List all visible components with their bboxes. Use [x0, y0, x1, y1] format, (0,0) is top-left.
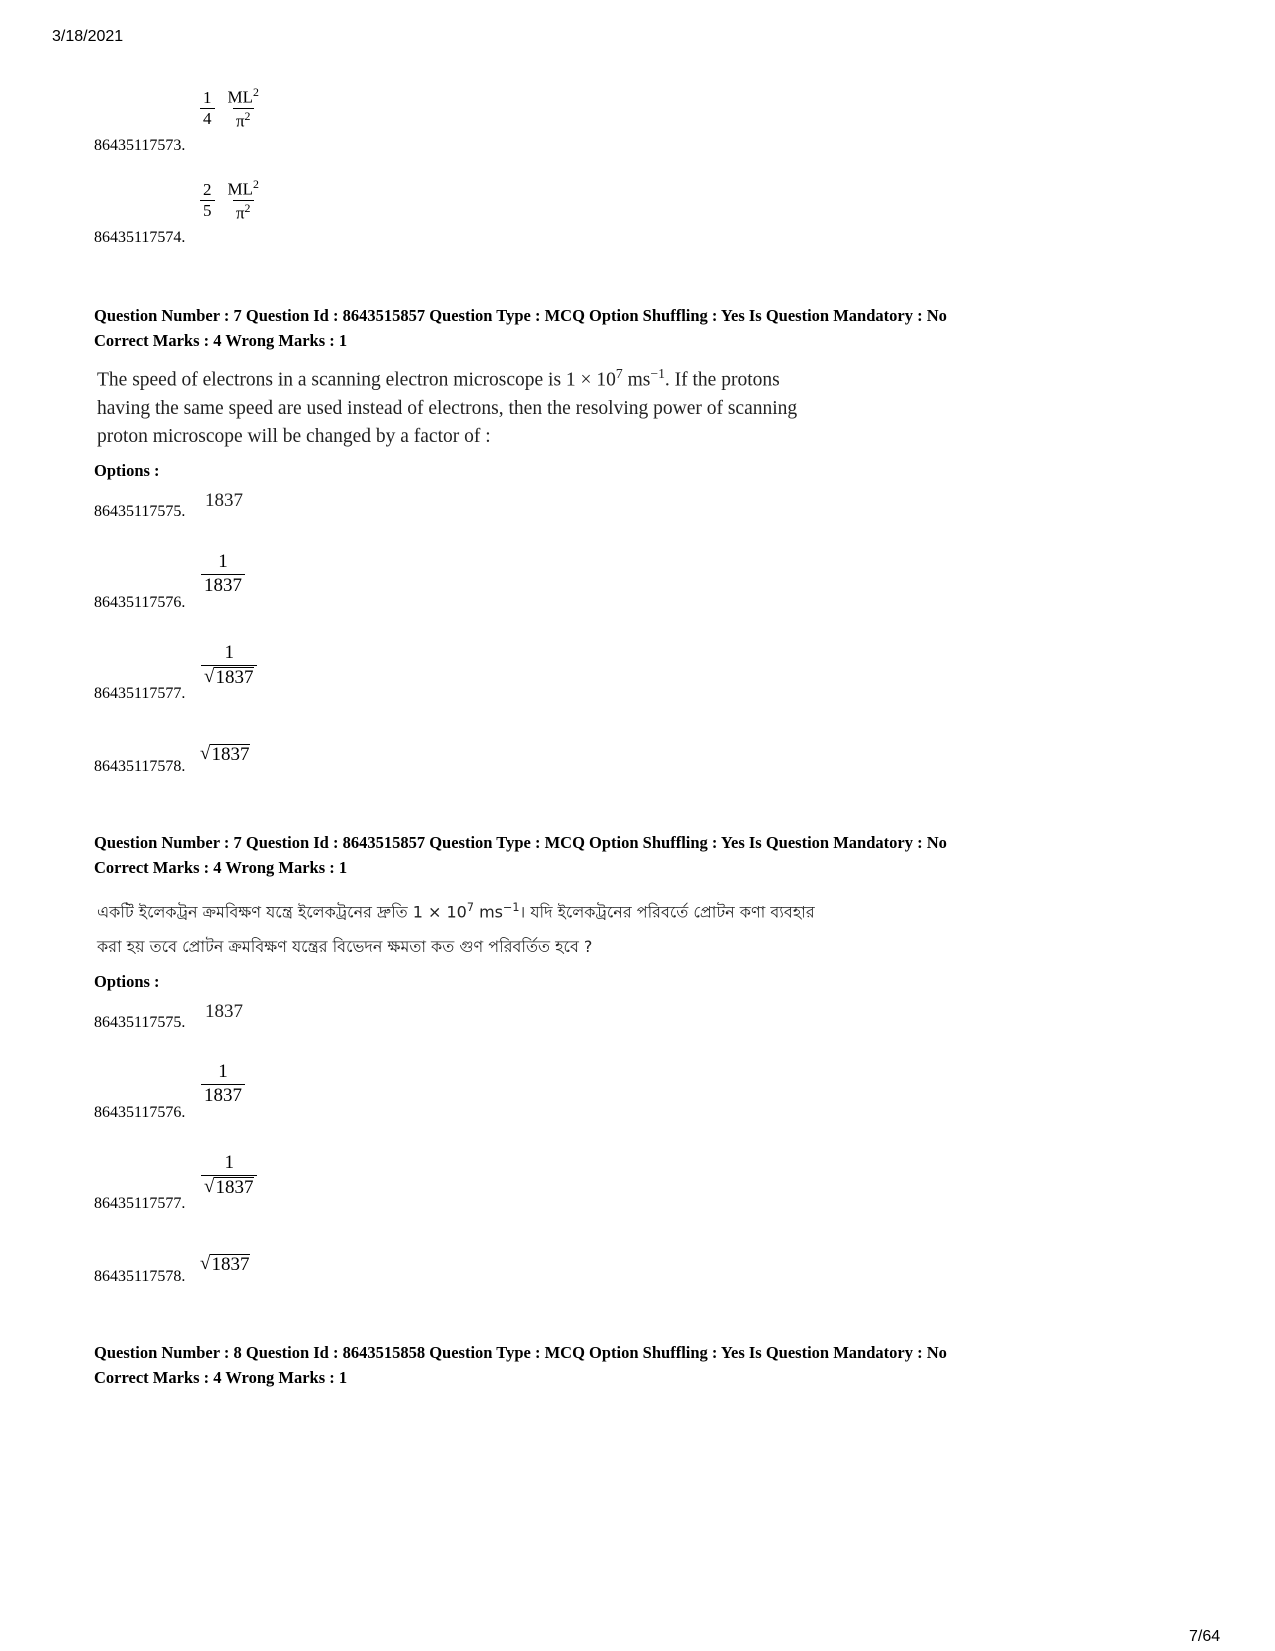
option-value: 1837 [205, 490, 243, 511]
question-header: Question Number : 7 Question Id : 8643515857 Question Type : MCQ Option Shuffling : Yes Is Question Mandatory : No Correct Marks : 4 Wrong Marks : 1 [94, 833, 947, 877]
page-date: 3/18/2021 [52, 28, 124, 45]
option-id: 86435117576. [94, 1104, 186, 1121]
option-math: √ 1837 [200, 1253, 250, 1275]
option-id: 86435117573. [94, 137, 186, 154]
option-id: 86435117577. [94, 685, 186, 702]
option-math: 1 √ 1837 [201, 643, 257, 688]
question-header: Question Number : 7 Question Id : 8643515857 Question Type : MCQ Option Shuffling : Yes Is Question Mandatory : No Correct Marks : 4 Wrong Marks : 1 [94, 306, 947, 350]
question-header: Question Number : 8 Question Id : 8643515858 Question Type : MCQ Option Shuffling : Yes Is Question Mandatory : No Correct Marks : 4 Wrong Marks : 1 [94, 1343, 947, 1387]
option-math: $\frac{1}{1837}$ [201, 1062, 245, 1107]
page-number: 7/64 [1189, 1628, 1221, 1645]
question-text: The speed of electrons in a scanning electron microscope is $1 \times 10^7$ $ms^{-1}$. If the protons having the same speed are used instead of electrons, then the resolving power of scanning proton microscope will be changed by a factor of : [97, 366, 798, 447]
option-id: 86435117576. [94, 594, 186, 611]
option-math: $\frac{1}{1837}$ [201, 552, 245, 597]
option-id: 86435117578. [94, 758, 186, 775]
options-label: Options : [94, 972, 160, 991]
option-id: 86435117577. [94, 1195, 186, 1212]
option-value: 1837 [205, 1001, 243, 1022]
option-id: 86435117578. [94, 1268, 186, 1285]
question-text: একটি ইলেকট্রন ক্রমবিক্ষণ যন্ত্রে ইলেকট্রনের দ্রুতি $1 \times 10^7$ $ms^{-1}।$ যদি ইলেকট্রনের পরিবর্তে প্রোটন কণা ব্যবহার করা হয় তবে প্রোটন ক্রমবিক্ষণ যন্ত্রের বিভেদন ক্ষমতা কত গুণ পরিবর্তিত হবে ? [97, 901, 815, 957]
option-id: 86435117574. [94, 229, 186, 246]
option-id: 86435117575. [94, 1014, 186, 1031]
options-label: Options : [94, 461, 160, 480]
option-math: 1 √ 1837 [201, 1153, 257, 1198]
option-math: $\frac{2}{5}$ $\frac{ML^2}{\pi^2}$ [200, 178, 262, 224]
option-math: √ 1837 [200, 743, 250, 765]
option-id: 86435117575. [94, 503, 186, 520]
option-math: $\frac{1}{4}$ $\frac{ML^2}{\pi^2}$ [200, 86, 262, 132]
